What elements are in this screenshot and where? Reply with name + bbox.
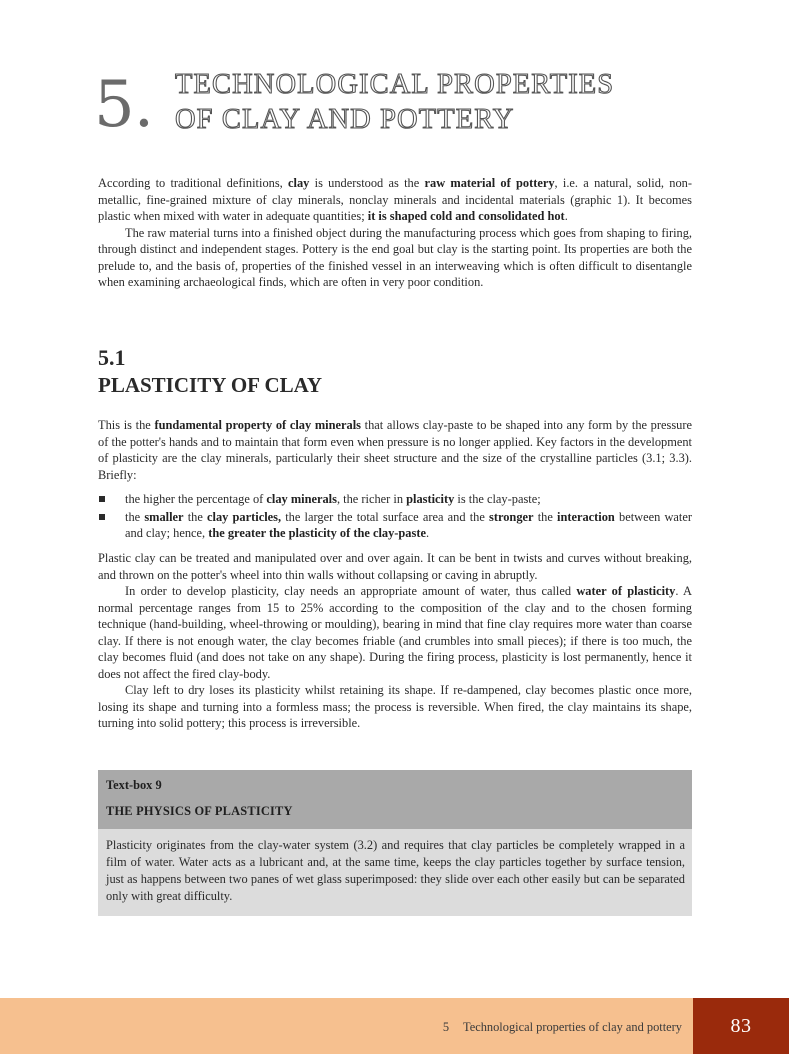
text-box-label: Text-box 9 xyxy=(106,778,162,792)
text-run: , the richer in xyxy=(336,492,407,506)
text-box-header xyxy=(98,770,692,829)
text-run: the xyxy=(183,509,208,524)
text-run: Plastic clay can be treated and manipulated over and over again. It can be bent in twists and curves without breaking, and thrown on the potter's wheel into thin walls without collapsing or caving in abruptly. xyxy=(98,551,692,582)
list-item-text xyxy=(125,510,692,541)
bold-run: smaller xyxy=(144,509,184,524)
section-title: PLASTICITY OF CLAY xyxy=(98,373,323,397)
section-paragraph-3 xyxy=(98,583,692,682)
text-run: the larger the total surface area and the xyxy=(281,509,490,524)
bold-run: clay xyxy=(288,176,310,190)
text-box xyxy=(98,770,692,916)
page-footer xyxy=(0,998,789,1054)
running-footer xyxy=(443,1020,682,1035)
section-intro xyxy=(98,417,692,483)
bold-run: it is shaped cold and consolidated hot xyxy=(367,209,565,223)
text-run: The raw material turns into a finished object during the manufacturing process which goes from shaping to firing, through distinct and independent stages. Pottery is the end goal but clay is the starting point. Its properties are both the prelude to, and the basis of, properties of the finished vessel in an interweaving which is often difficult to disentangle when examining archaeological finds, which are often in very poor condition. xyxy=(98,225,692,289)
bold-run: clay minerals xyxy=(266,492,337,506)
chapter-heading xyxy=(94,62,734,152)
text-run: that allows clay-paste to be shaped into any form by the pressure of the potter's hands and to maintain that form even when pressure is no longer applied. Key factors in the development of plasticity are the clay minerals, particularly their sheet structure and the size of the crystalline particles (3.1; 3.3). Briefly: xyxy=(98,418,692,482)
text-box-title: THE PHYSICS OF PLASTICITY xyxy=(106,804,293,818)
text-run: , i.e. a natural, solid, non-metallic, fine-grained mixture of clay minerals, nonclay minerals and incidental materials (graphic 1). It becomes plastic when mixed with water in adequate quantities; xyxy=(98,176,693,223)
text-run: . xyxy=(564,209,568,223)
bold-run: stronger xyxy=(489,509,534,524)
section-paragraph-1 xyxy=(98,417,692,483)
text-run: is the clay-paste; xyxy=(454,492,541,506)
bold-run: the greater the plasticity of the clay-paste xyxy=(208,526,426,540)
bold-run: fundamental property of clay minerals xyxy=(154,418,361,432)
bold-run: clay particles, xyxy=(207,509,282,524)
bullet-square-icon xyxy=(99,514,105,520)
intro-paragraph-1 xyxy=(98,175,692,225)
text-run: . A normal percentage ranges from 15 to 25% according to the composition of the clay and to the chosen forming technique (hand-building, wheel-throwing or moulding), bearing in mind that fine clay requires more water than coarse clay. If there is not enough water, the clay becomes friable (and crumbles into small pieces); if there is too much, the clay becomes fluid (and does not take on any shape). During the firing process, plasticity is lost permanently, hence it does not affect the fired clay-body. xyxy=(98,584,692,681)
text-run: the xyxy=(125,509,145,524)
section-body xyxy=(98,550,692,732)
section-paragraph-2 xyxy=(98,550,692,583)
text-run: between water and clay; hence, xyxy=(125,509,692,540)
bold-run: water of plasticity xyxy=(576,584,676,598)
text-run: the higher the percentage of xyxy=(125,492,267,506)
text-run: In order to develop plasticity, clay needs an appropriate amount of water, thus called xyxy=(125,584,577,598)
text-run: According to traditional definitions, xyxy=(98,176,289,190)
text-run: . xyxy=(425,526,430,540)
text-run: Clay left to dry loses its plasticity whilst retaining its shape. If re-dampened, clay becomes plastic once more, losing its shape and turning into a formless mass; the process is reversible. When fired, the clay maintains its shape, turning into solid pottery; this process is irreversible. xyxy=(98,683,692,730)
chapter-title-line-1: TECHNOLOGICAL PROPERTIES xyxy=(175,69,615,100)
list-item xyxy=(98,491,692,508)
text-box-body: Plasticity originates from the clay-water system (3.2) and requires that clay particles be completely wrapped in a film of water. Water acts as a lubricant and, at the same time, keeps the clay particles together by surface tension, just as happens between two panes of wet glass superimposed: they slide over each other easily but can be separated only with great difficulty. xyxy=(98,829,692,916)
bold-run: plasticity xyxy=(406,492,455,506)
section-paragraph-4 xyxy=(98,682,692,732)
chapter-title-line-2: OF CLAY AND POTTERY xyxy=(175,104,515,135)
footer-chapter-title: Technological properties of clay and pottery xyxy=(463,1020,682,1034)
text-run: is understood as the xyxy=(309,176,425,190)
bullet-list xyxy=(98,491,692,543)
intro-paragraph-2 xyxy=(98,225,692,291)
section-number: 5.1 xyxy=(98,345,126,370)
intro-text xyxy=(98,175,692,291)
page-number: 83 xyxy=(693,998,789,1054)
text-run: the xyxy=(533,509,558,524)
bullet-square-icon xyxy=(99,496,105,502)
list-item xyxy=(98,509,692,542)
chapter-title xyxy=(175,67,614,137)
text-run: This is the xyxy=(98,418,155,432)
chapter-number: 5. xyxy=(94,68,154,142)
bold-run: interaction xyxy=(557,509,615,524)
list-item-text xyxy=(125,492,541,506)
bold-run: raw material of pottery xyxy=(424,176,555,190)
footer-chapter-number: 5 xyxy=(442,1020,450,1034)
